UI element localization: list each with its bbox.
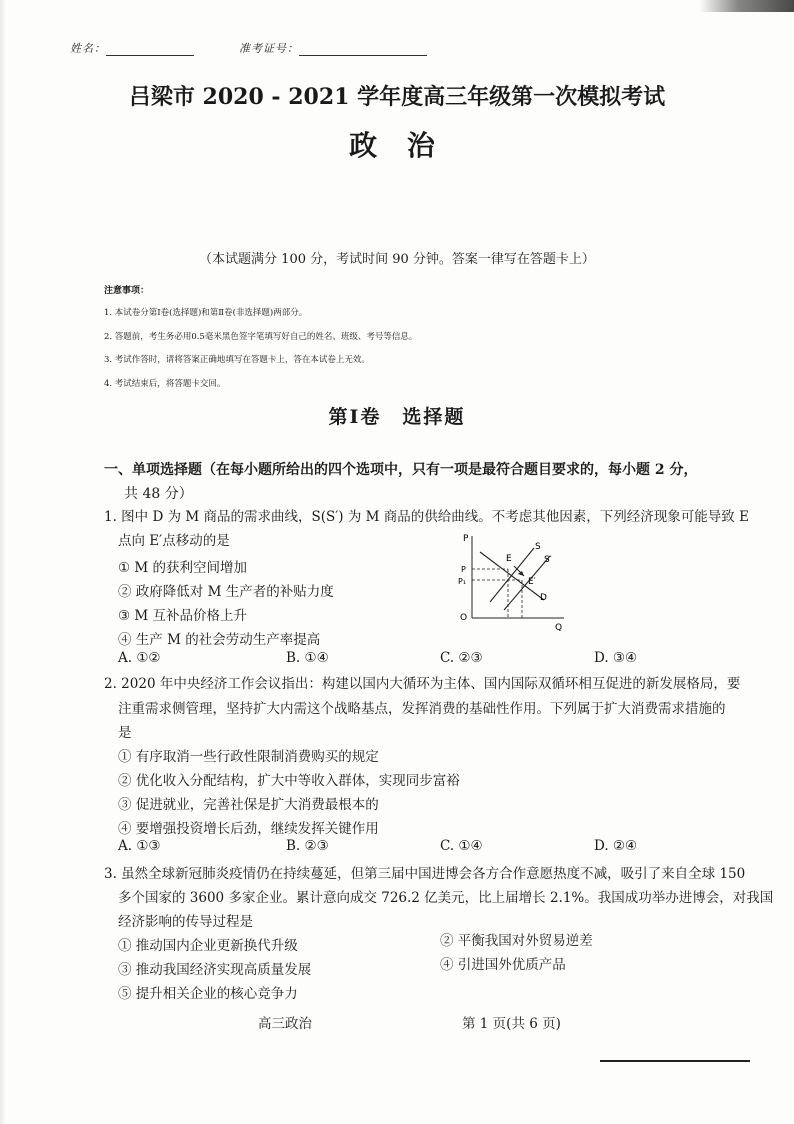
question-1-option: ① M 的获利空间增加: [118, 560, 248, 576]
question-3-option: ③ 推动我国经济实现高质量发展: [118, 962, 312, 978]
p-axis-label: P: [463, 534, 469, 544]
question-2-option: ③ 促进就业，完善社保是扩大消费最根本的: [118, 797, 379, 813]
origin-label: O: [460, 613, 468, 623]
question-2-stem: 2. 2020 年中央经济工作会议指出：构建以国内大循环为主体、国内国际双循环相互促进的新发展格局，要: [104, 676, 741, 692]
exam-number-label: 准考证号：: [239, 42, 299, 55]
price-p-label: P: [461, 565, 466, 574]
question-2-choice-d: D. ②④: [594, 838, 638, 854]
question-3-stem: 3. 虽然全球新冠肺炎疫情仍在持续蔓延，但第三届中国进博会各方合作意愿热度不减，吸引了来自全球 150: [104, 866, 746, 882]
question-3-option: ⑤ 提升相关企业的核心竞争力: [118, 986, 298, 1002]
question-2-option: ① 有序取消一些行政性限制消费购买的规定: [118, 749, 379, 765]
price-p1-label: P₁: [458, 577, 467, 586]
supply-demand-graph: [452, 528, 582, 634]
question-3-stem: 多个国家的 3600 多家企业。累计意向成交 726.2 亿美元，比上届增长 2.1%。我国成功举办进博会，对我国: [118, 890, 774, 906]
point-e-label: E: [506, 554, 512, 564]
note-item: 1. 本试卷分第Ⅰ卷(选择题)和第Ⅱ卷(非选择题)两部分。: [104, 308, 308, 318]
shift-arrow-head: [518, 571, 524, 576]
subject-title: 政 治: [349, 129, 445, 162]
exam-title: 吕梁市 2020 - 2021 学年度高三年级第一次模拟考试: [128, 84, 666, 110]
section-heading-cont: 共 48 分）: [124, 486, 193, 502]
name-label: 姓名：: [70, 42, 106, 55]
question-3-option: ② 平衡我国对外贸易逆差: [440, 933, 593, 949]
question-1-choice-b: B. ①④: [286, 650, 329, 666]
note-item: 4. 考试结束后，将答题卡交回。: [104, 379, 226, 389]
note-item: 2. 答题前，考生务必用0.5毫米黑色签字笔填写好自己的姓名、班级、考号等信息。: [104, 332, 418, 342]
question-1-choice-a: A. ①②: [118, 650, 161, 666]
scan-line: [600, 1060, 750, 1062]
question-1-stem: 1. 图中 D 为 M 商品的需求曲线，S(S′) 为 M 商品的供给曲线。不考虑其他因素，下列经济现象可能导致 E: [104, 509, 749, 525]
demand-curve-d: [480, 552, 544, 600]
name-blank: [106, 45, 194, 56]
curve-s-label: S: [535, 542, 541, 552]
question-1-choice-d: D. ③④: [594, 650, 638, 666]
question-3-option: ① 推动国内企业更新换代升级: [118, 938, 298, 954]
question-1-option: ③ M 互补品价格上升: [118, 608, 248, 624]
question-3-option: ④ 引进国外优质产品: [440, 957, 566, 973]
question-2-choice-b: B. ②③: [286, 838, 329, 854]
question-2-choice-a: A. ①③: [118, 838, 161, 854]
scan-mark: [700, 0, 794, 12]
question-1-stem: 点向 E′点移动的是: [118, 533, 230, 549]
question-2-choice-c: C. ①④: [440, 838, 483, 854]
question-3-stem: 经济影响的传导过程是: [118, 914, 253, 930]
curve-d-label: D: [540, 593, 547, 603]
notes-heading: 注意事项：: [104, 286, 150, 296]
question-2-option: ④ 要增强投资增长后劲，继续发挥关键作用: [118, 821, 379, 837]
note-item: 3. 考试作答时，请将答案正确地填写在答题卡上，答在本试卷上无效。: [104, 355, 370, 365]
exam-instructions: （本试题满分 100 分，考试时间 90 分钟。答案一律写在答题卡上）: [199, 252, 595, 267]
question-2-option: ② 优化收入分配结构，扩大中等收入群体，实现同步富裕: [118, 773, 460, 789]
question-1-option: ② 政府降低对 M 生产者的补贴力度: [118, 584, 334, 600]
question-2-stem: 是: [118, 725, 132, 741]
q-axis-label: Q: [555, 623, 563, 633]
section-heading: [104, 458, 698, 482]
footer-subject: 高三政治: [258, 1016, 312, 1032]
question-2-stem: 注重需求侧管理，坚持扩大内需这个战略基点，发挥消费的基础性作用。下列属于扩大消费需求措施的: [118, 701, 726, 717]
question-1-option: ④ 生产 M 的社会劳动生产率提高: [118, 632, 321, 648]
question-1-choice-c: C. ②③: [440, 650, 483, 666]
exam-number-blank: [299, 45, 427, 56]
footer-page-number: 第 1 页(共 6 页): [462, 1016, 561, 1032]
candidate-info: [70, 40, 427, 56]
section-heading-line: 一、单项选择题（在每小题所给出的四个选项中，只有一项是最符合题目要求的，每小题 2 分，: [104, 462, 698, 478]
point-e-prime-label: E′: [528, 577, 536, 587]
supply-curve-s: [490, 548, 534, 602]
curve-s-prime-label: S′: [544, 555, 552, 565]
scan-shadow: [0, 0, 6, 1124]
part-title: 第Ⅰ卷 选择题: [328, 406, 466, 428]
